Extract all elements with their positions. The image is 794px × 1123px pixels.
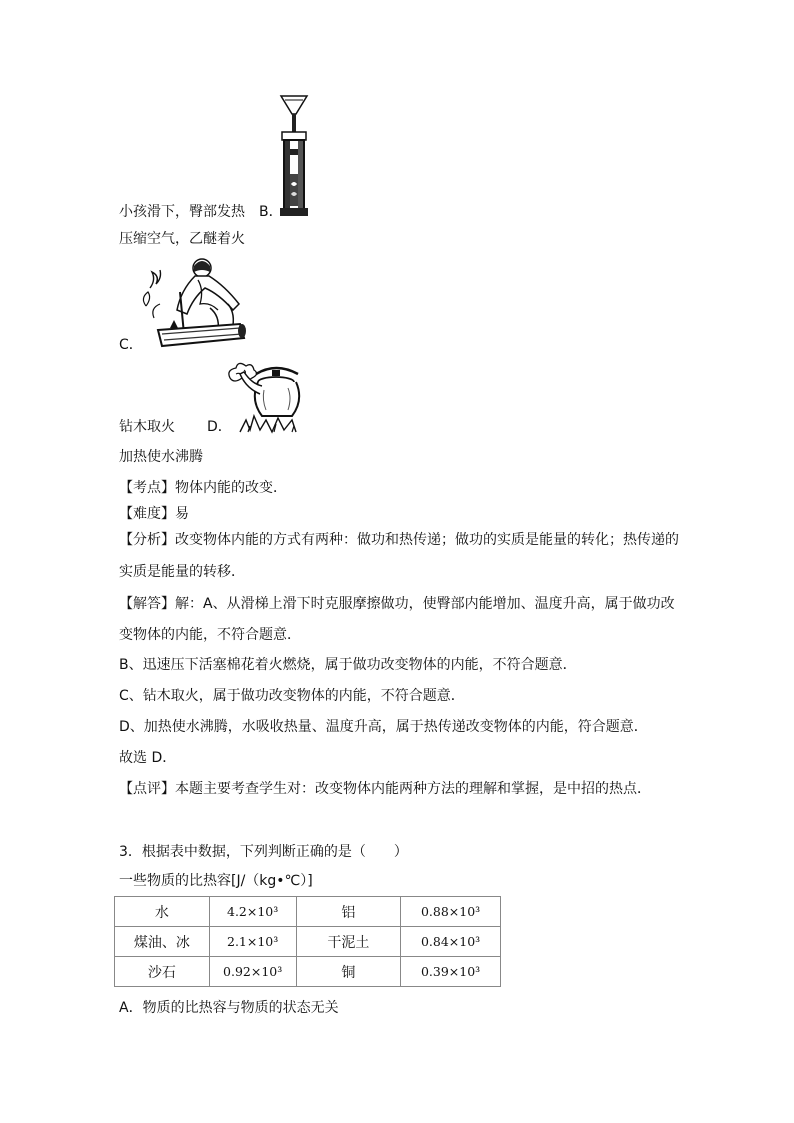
table-cell: 0.39×10³ — [401, 957, 501, 987]
table-cell: 干泥土 — [296, 927, 401, 957]
table-cell: 0.88×10³ — [401, 897, 501, 927]
table-cell: 沙石 — [115, 957, 210, 987]
table-row — [115, 957, 501, 987]
table-cell: 铝 — [296, 897, 401, 927]
choice-conclusion: 故选 D． — [119, 750, 177, 766]
option-a-caption: 小孩滑下，臀部发热 — [119, 204, 245, 220]
table-cell: 煤油、冰 — [115, 927, 210, 957]
analysis-line-2: 实质是能量的转移． — [119, 564, 245, 580]
difficulty-text: 【难度】易 — [119, 506, 189, 522]
table-cell: 水 — [115, 897, 210, 927]
table-cell: 2.1×10³ — [209, 927, 296, 957]
table-row — [115, 927, 501, 957]
answer-line-4: C、钻木取火，属于做功改变物体的内能，不符合题意． — [119, 688, 465, 704]
table-cell: 0.92×10³ — [209, 957, 296, 987]
kaodian-text: 【考点】物体内能的改变． — [119, 480, 287, 496]
table-caption: 一些物质的比热容[J/（kg•℃）] — [119, 873, 313, 889]
boiling-kettle-figure — [226, 362, 312, 434]
option-d-caption: 加热使水沸腾 — [119, 449, 203, 465]
analysis-line-1: 【分析】改变物体内能的方式有两种：做功和热传递；做功的实质是能量的转化；热传递的 — [119, 532, 679, 548]
option-c-label: C． — [119, 337, 143, 353]
answer-line-3: B、迅速压下活塞棉花着火燃烧，属于做功改变物体的内能，不符合题意． — [119, 657, 577, 673]
answer-line-2: 变物体的内能，不符合题意． — [119, 627, 301, 643]
piston-cylinder-figure — [276, 94, 312, 218]
table-cell: 4.2×10³ — [209, 897, 296, 927]
option-d-label: D． — [207, 419, 232, 435]
answer-line-5: D、加热使水沸腾，水吸收热量、温度升高，属于热传递改变物体的内能，符合题意． — [119, 719, 648, 735]
option-b-label: B． — [259, 204, 283, 220]
drilling-wood-fire-figure — [140, 258, 252, 350]
table-cell: 铜 — [296, 957, 401, 987]
option-b-caption: 压缩空气，乙醚着火 — [119, 231, 245, 247]
table-cell: 0.84×10³ — [401, 927, 501, 957]
answer-line-1: 【解答】解：A、从滑梯上滑下时克服摩擦做功，使臀部内能增加、温度升高，属于做功改 — [119, 596, 675, 612]
option-c-caption: 钻木取火 — [119, 419, 175, 435]
option-a-text: A．物质的比热容与物质的状态无关 — [119, 1000, 339, 1016]
comment-text: 【点评】本题主要考查学生对：改变物体内能两种方法的理解和掌握，是中招的热点． — [119, 781, 651, 797]
question-3-stem: 3．根据表中数据，下列判断正确的是（ ） — [119, 844, 408, 860]
specific-heat-table — [114, 896, 501, 987]
table-row — [115, 897, 501, 927]
